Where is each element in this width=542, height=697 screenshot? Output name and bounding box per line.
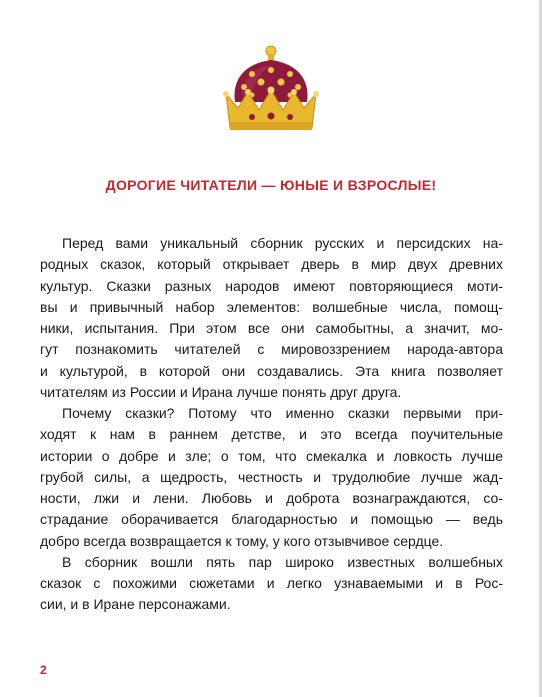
text-line: гут познакомить читателей с мировоззрением народа-автора bbox=[40, 341, 503, 358]
text-line: и культурой, в которой они создавались. Эта книга позволяет bbox=[40, 362, 503, 379]
text-line: страдание оборачивается благодарностью и помощью — ведь bbox=[40, 511, 503, 528]
crown-icon bbox=[222, 44, 320, 136]
text-line: сии, и в Иране персонажами. bbox=[40, 596, 231, 613]
text-line: Почему сказки? Потому что именно сказки первыми при- bbox=[62, 405, 503, 421]
text-line: ники, испытания. При этом все они самобытны, а значит, мо- bbox=[40, 320, 503, 336]
text-line: родных сказок, который открывает дверь в мир двух древних bbox=[40, 256, 503, 273]
text-line: грубой силы, а щедрость, честность и трудолюбие лучше жад- bbox=[40, 468, 503, 485]
text-line: добро всегда возвращается к тому, у кого отзывчивое сердце. bbox=[40, 532, 444, 549]
text-line: В сборник вошли пять пар широко известных волшебных bbox=[62, 553, 503, 570]
text-line: культур. Сказки разных народов имеют повторяющиеся моти- bbox=[40, 277, 503, 294]
text-line: Перед вами уникальный сборник русских и персидских на- bbox=[62, 235, 503, 251]
page-title: ДОРОГИЕ ЧИТАТЕЛИ — ЮНЫЕ И ВЗРОСЛЫЕ! bbox=[105, 177, 437, 193]
body-text bbox=[40, 233, 503, 616]
text-line: читателям из России и Ирана лучше понять друг друга. bbox=[40, 383, 402, 400]
text-line: ности, лжи и лени. Любовь и доброта вознаграждаются, со- bbox=[40, 490, 503, 506]
text-line: ходят к нам в раннем детстве, и это всегда поучительные bbox=[40, 426, 503, 443]
text-line: истории о добре и зле; о том, что смекалка и ловкость лучше bbox=[40, 447, 503, 464]
page-number: 2 bbox=[40, 663, 47, 677]
text-line: сказок с похожими сюжетами и легко узнаваемыми и в Рос- bbox=[40, 575, 503, 591]
text-line: вы и привычный набор элементов: волшебные числа, помощ- bbox=[40, 298, 503, 315]
